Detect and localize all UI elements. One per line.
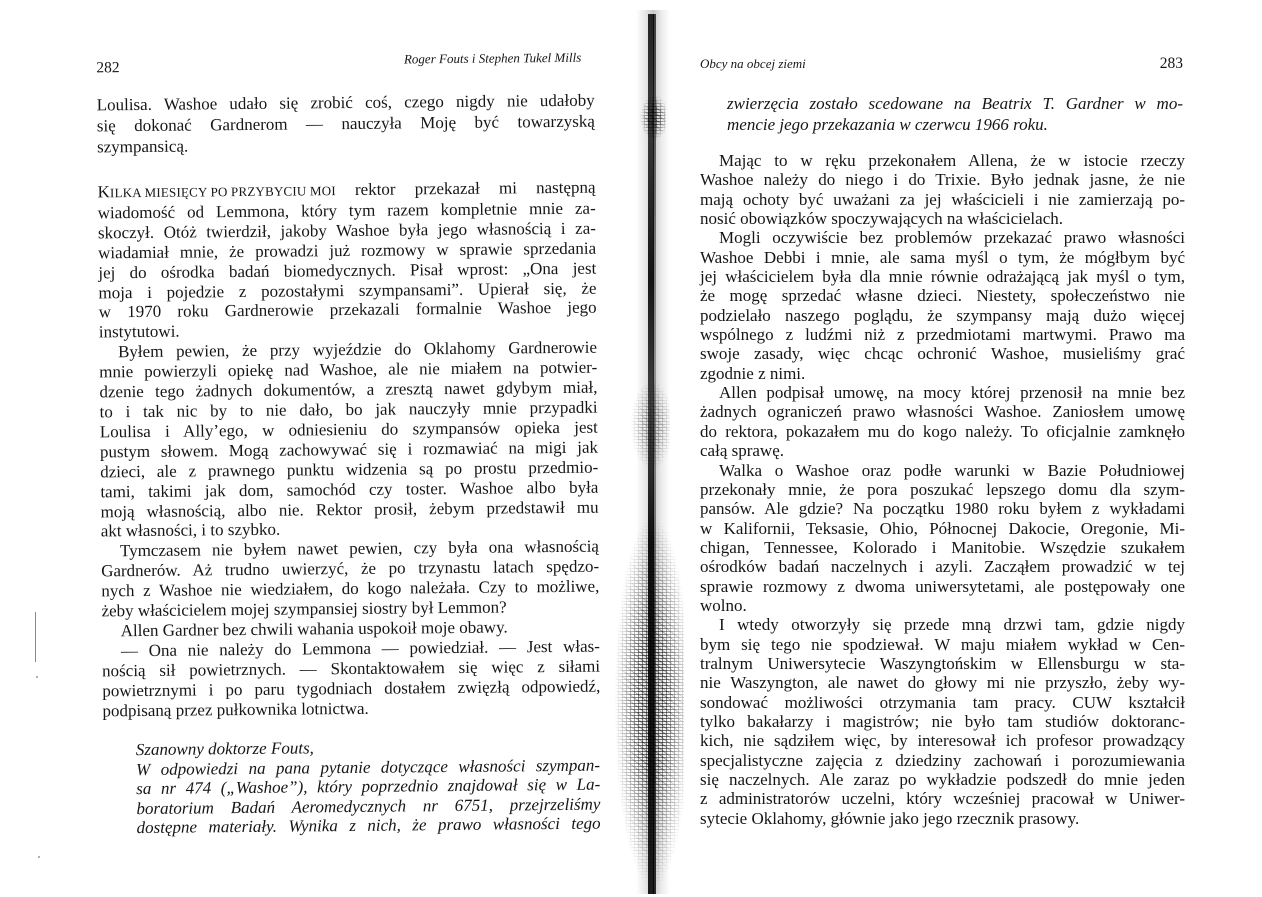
text-line: tylko bakałarzy i magistrów; nie było tam studiów doktoranc- [700,711,1185,731]
text-line: że mogę sprzedać własne dzieci. Niestety, społeczeństwo nie [700,286,1185,306]
text-line: wiadamiał mnie, że prowadzi już rozmowy w sprawie sprzedania [98,238,597,263]
text-line: się naczelnych. Ale zaraz po wykładzie podszedł do mnie jeden [700,770,1185,789]
text-line: zgodnie z nimi. [700,363,806,383]
text-line: żeby właścicielem mojej szympansiej siostry był Lemmon? [101,597,507,621]
text-line: pustym słowem. Mogą zachowywać się i rozmawiać na migi jak [99,437,599,462]
text-line: Allen podpisał umowę, na mocy której przenosił na mnie bez [719,383,1185,403]
text-line: boratorium Badań Aeromedycznych nr 6751, przejrzeliśmy [136,794,601,818]
text-line: w Kalifornii, Teksasie, Ohio, Północnej Dakocie, Oregonie, Mi- [700,518,1185,538]
text-line: dostępne materiały. Wynika z nich, że prawo własności tego [136,813,601,838]
text-line: Loulisa. Washoe udało się zrobić coś, czego nigdy nie udałoby [96,90,595,115]
text-line: żadnych ograniczeń prawo własności Washoe. Zaniosłem umowę [700,402,1185,422]
text-line: z administratorów uczelni, który wcześniej pracował w Uniwer- [700,789,1185,809]
text-line: się dokonać Gardnerom — nauczyła Moję być towarzyską [96,111,595,136]
text-line: Loulisa i Ally’ego, w odniesieniu do szympansów opieka jest [99,417,598,442]
text-line: w 1970 roku Gardnerowie przekazali formalnie Washoe jego [98,298,597,322]
text-line: — Ona nie należy do Lemmona — powiedział. — Jest włas- [120,636,600,661]
text-line: Allen Gardner bez chwili wahania uspokoił moje obawy. [120,617,508,641]
text-line: ośrodków badań naczelnych i azyli. Zacząłem prowadzić w tej [700,557,1185,577]
text-line: pansów. Ale gdzie? Na początku 1980 roku byłem z wykładami [700,499,1185,519]
text-line: I wtedy otworzyły się przede mną drzwi tam, gdzie nigdy [719,615,1185,635]
text-line: to i tak nic by to nie dało, bo jak nauczyły mnie przypadki [99,397,598,422]
text-line: nosić obowiązków spoczywających na właścicielach. [700,209,1063,229]
text-line: powietrznymi i po paru tygodniach dostałem zwięzłą odpowiedź, [102,676,601,701]
text-line: sondować możliwości otrzymania tam pracy. CUW kształcił [700,692,1185,712]
text-line: wiadomość od Lemmona, który tym razem kompletnie mnie za- [97,198,596,223]
paragraph [700,383,1185,460]
text-line: moja i pojedzie z pozostałymi szympansami”. Upierał się, że [98,278,597,302]
text-line: mnie powierzyli opiekę nad Washoe, ale nie miałem na potwier- [99,357,598,382]
text-line: skoczył. Otóż twierdził, jakoby Washoe była jego własnością i za- [97,218,596,243]
text-line: tralnym Uniwersytecie Waszyngtońskim w Ellensburgu w sta- [700,653,1185,673]
text-line: akt własności, i to szybko. [100,520,281,541]
paragraph [700,228,1185,383]
text-line: sa nr 474 („Washoe”), który poprzednio znajdował się w La- [136,774,601,799]
text-line: chigan, Tennessee, Kolorado i Manitobie. Wszędzie szukałem [700,537,1185,557]
paragraph [727,93,1183,135]
text-line: szympansicą. [96,136,189,157]
text-line: sytecie Oklahomy, głównie jako jego rzecznik prasowy. [700,808,1080,828]
text-line: sprawie rozmowy z dwoma uniwersytetami, ale postępowały one [700,576,1185,596]
paragraph [700,615,1185,828]
text-line: mencie jego przekazania w czerwcu 1966 roku. [727,115,1048,134]
text-line: jej do ośrodka badań biomedycznych. Pisał wprost: „Ona jest [98,258,597,283]
body-text [700,151,1185,828]
page-number: 283 [1159,55,1183,72]
text-line: podzielało naszego poglądu, że szympansy mają dużo więcej [700,305,1185,325]
text-line: Tymczasem nie byłem nawet pewien, czy była ona własnością [119,536,600,561]
text-line: Washoe należy do niego i do Trixie. Było jednak jasne, że nie [700,170,1185,190]
letter-continuation [727,93,1183,135]
text-line: nością sił powietrznych. — Skontaktowałem się więc z siłami [102,656,601,681]
text-line: dzieci, ale z prawnego punktu widzenia są po prostu przedmio- [100,457,599,482]
text-line: Szanowny doktorze Fouts, [135,738,314,760]
text-line: wspólnego z ludźmi niż z przedmiotami martwymi. Prawo ma [700,325,1185,345]
text-line: Washoe Debbi i mnie, ale sama myśl o tym, że mógłbym być [700,247,1185,267]
text-line: zwierzęcia zostało scedowane na Beatrix T. Gardner w mo- [727,94,1183,113]
text-line: dzenie tego żadnych dokumentów, a zresztą nawet gdybym miał, [99,377,598,402]
running-head: Obcy na obcej ziemi [700,56,806,71]
text-line: nych z Washoe nie wiedziałem, do kogo należała. Czy to możliwe, [101,576,600,601]
text-line: instytutowi. [98,321,180,342]
running-head: Roger Fouts i Stephen Tukel Mills [403,49,582,67]
text-line: swoje zasady, więc chcąc ochronić Washoe, musieliśmy grać [700,344,1185,364]
paragraph [700,461,1185,616]
text-line: Byłem pewien, że przy wyjeździe do Oklahomy Gardnerowie [117,337,598,362]
text-line: do rektora, pokazałem mu do kogo należy. To oficjalnie zamknęło [700,421,1185,441]
text-line: jej właścicielem była dla mnie równie odrażającą jak myśl o tym, [700,267,1185,287]
text-line: Walka o Washoe oraz podłe warunki w Bazie Południowej [719,460,1185,480]
text-line: całą sprawę. [700,441,785,461]
text-line: moją własnością, albo nie. Rektor prosił, żebym przedstawił mu [100,497,599,521]
text-line: Gardnerów. Aż trudno uwierzyć, że po trzynastu latach spędzo- [101,556,600,581]
small-caps-lead: KILKA MIESIĘCY PO PRZYBYCIU MOI [97,182,336,202]
text-line: Mogli oczywiście bez problemów przekazać prawo własności [719,228,1185,248]
text-line: tami, takimi jak dom, samochód czy toster. Washoe albo była [100,477,599,501]
text-line: Mając to w ręku przekonałem Allena, że w istocie rzeczy [719,151,1185,170]
text-line: bym się tego nie spodziewał. W maju miałem wykład w Cen- [700,634,1185,654]
text-line: przekonały mnie, że pora poszukać lepszego domu dla szym- [700,479,1185,499]
text-line: podpisaną przez pułkownika lotnictwa. [102,698,369,720]
text-line: kich, nie sądziłem więc, by interesował ich profesor prowadzący [700,731,1185,751]
text-line: nie Waszyngton, ale nawet do głowy mi nie przyszło, żeby wy- [700,673,1185,693]
paragraph [700,151,1185,228]
text-line: specjalistyczne zajęcia z dziedziny zachowań i porozumiewania [700,750,1185,770]
text-line: wolno. [700,595,747,615]
lead-continuation: rektor przekazał mi następną [354,177,596,199]
text-line: W odpowiedzi na pana pytanie dotyczące własności szympan- [135,755,601,779]
text-line: mają ochoty być uważani za jej właścicieli i nie zamierzają po- [700,189,1185,209]
page-number: 282 [96,59,120,77]
